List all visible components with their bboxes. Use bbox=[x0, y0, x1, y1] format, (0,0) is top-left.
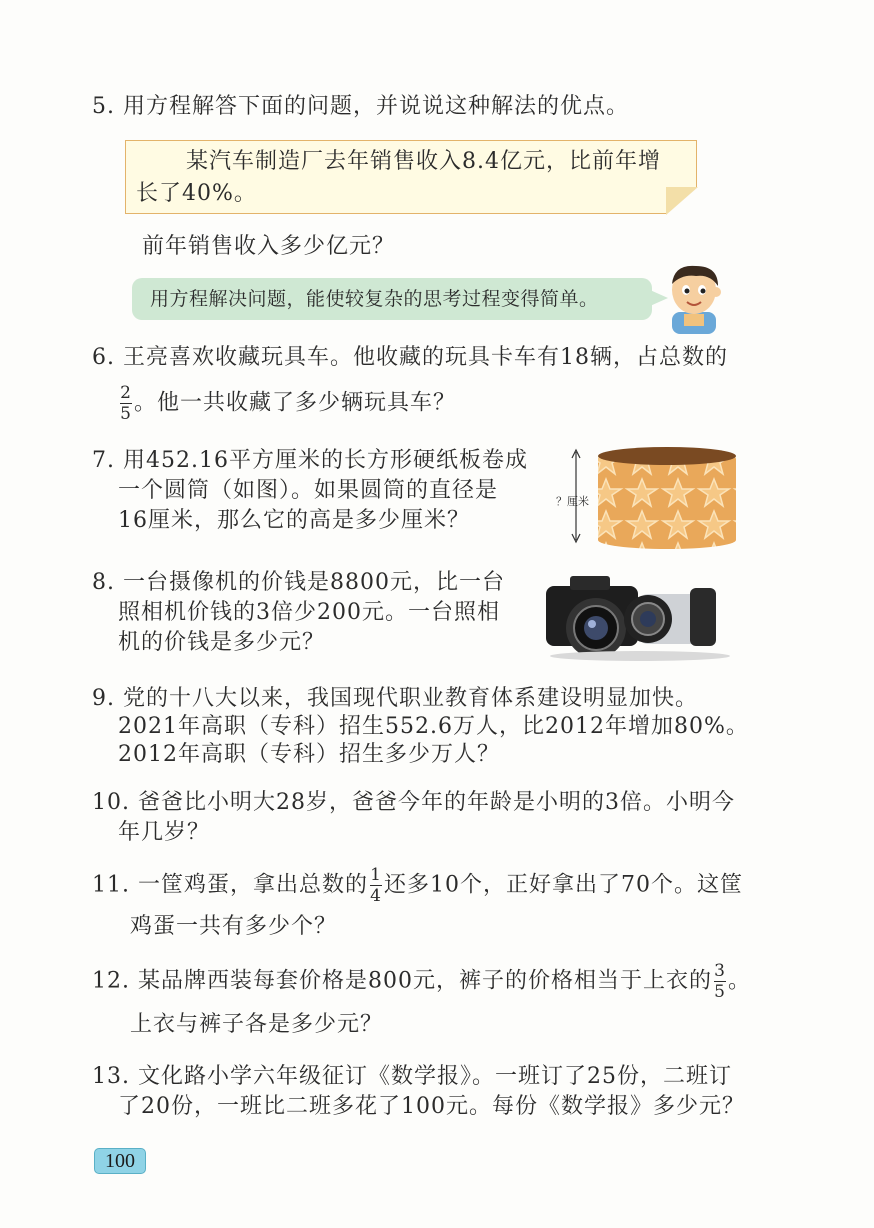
problem-10-line-2: 年几岁？ bbox=[118, 820, 211, 845]
problem-8-line-3: 机的价钱是多少元？ bbox=[118, 630, 326, 655]
problem-9-line-3: 2012年高职（专科）招生多少万人？ bbox=[118, 742, 500, 767]
problem-12-line-1-a: 12. 某品牌西装每套价格是800元，裤子的价格相当于上衣的 bbox=[92, 968, 712, 994]
fraction-numerator: 3 bbox=[714, 961, 726, 981]
note-box-line-1: 某汽车制造厂去年销售收入8.4亿元，比前年增 bbox=[186, 149, 661, 174]
fraction-one-quarter bbox=[370, 866, 382, 905]
fraction-denominator: 5 bbox=[714, 982, 726, 1002]
problem-11-line-1-b: 还多10个，正好拿出了70个。这筐 bbox=[383, 872, 743, 898]
problem-6-line-1: 6. 王亮喜欢收藏玩具车。他收藏的玩具卡车有18辆，占总数的 bbox=[92, 345, 728, 370]
problem-11-line-1 bbox=[92, 866, 743, 905]
problem-6-line-2 bbox=[118, 384, 456, 423]
problem-8-line-2: 照相机价钱的3倍少200元。一台照相 bbox=[118, 600, 500, 625]
problem-13-line-2: 了20份，一班比二班多花了100元。每份《数学报》多少元？ bbox=[118, 1094, 745, 1119]
problem-5-title: 5. 用方程解答下面的问题，并说说这种解法的优点。 bbox=[92, 94, 629, 119]
problem-8-line-1: 8. 一台摄像机的价钱是8800元，比一台 bbox=[92, 570, 505, 595]
problem-5-note-box bbox=[125, 140, 697, 214]
problem-11-line-2: 鸡蛋一共有多少个？ bbox=[130, 914, 338, 939]
fraction-numerator: 2 bbox=[120, 383, 132, 403]
problem-5-question: 前年销售收入多少亿元？ bbox=[142, 234, 396, 259]
fraction-three-fifths bbox=[714, 962, 726, 1001]
note-box-line-2: 长了40%。 bbox=[136, 181, 257, 206]
problem-7-line-1: 7. 用452.16平方厘米的长方形硬纸板卷成 bbox=[92, 448, 528, 473]
fraction-denominator: 5 bbox=[120, 404, 132, 424]
problem-10-line-1: 10. 爸爸比小明大28岁，爸爸今年的年龄是小明的3倍。小明今 bbox=[92, 790, 735, 815]
cylinder-height-label: ？厘米 bbox=[556, 495, 589, 508]
fraction-denominator: 4 bbox=[370, 886, 382, 906]
boy-character-icon bbox=[660, 262, 730, 334]
problem-12-line-1 bbox=[92, 962, 751, 1001]
problem-7-line-3: 16厘米，那么它的高是多少厘米？ bbox=[118, 508, 470, 533]
speech-bubble-text: 用方程解决问题，能使较复杂的思考过程变得简单。 bbox=[150, 288, 599, 310]
problem-9-line-2: 2021年高职（专科）招生552.6万人，比2012年增加80%。 bbox=[118, 714, 749, 739]
problem-7-line-2: 一个圆筒（如图）。如果圆筒的直径是 bbox=[118, 478, 499, 503]
problem-9-line-1: 9. 党的十八大以来，我国现代职业教育体系建设明显加快。 bbox=[92, 686, 698, 711]
problem-11-line-1-a: 11. 一筐鸡蛋，拿出总数的 bbox=[92, 872, 368, 898]
problem-13-line-1: 13. 文化路小学六年级征订《数学报》。一班订了25份，二班订 bbox=[92, 1064, 732, 1089]
page-number: 100 bbox=[94, 1148, 146, 1174]
problem-12-line-1-b: 。 bbox=[727, 968, 751, 994]
problem-12-line-2: 上衣与裤子各是多少元？ bbox=[130, 1012, 384, 1037]
page-curl-corner bbox=[666, 187, 698, 215]
fraction-two-fifths bbox=[120, 384, 132, 423]
fraction-numerator: 1 bbox=[370, 865, 382, 885]
camera-and-camcorder-icon bbox=[540, 572, 740, 664]
speech-bubble bbox=[132, 278, 652, 320]
problem-6-line-2-text: 。他一共收藏了多少辆玩具车？ bbox=[134, 390, 457, 416]
